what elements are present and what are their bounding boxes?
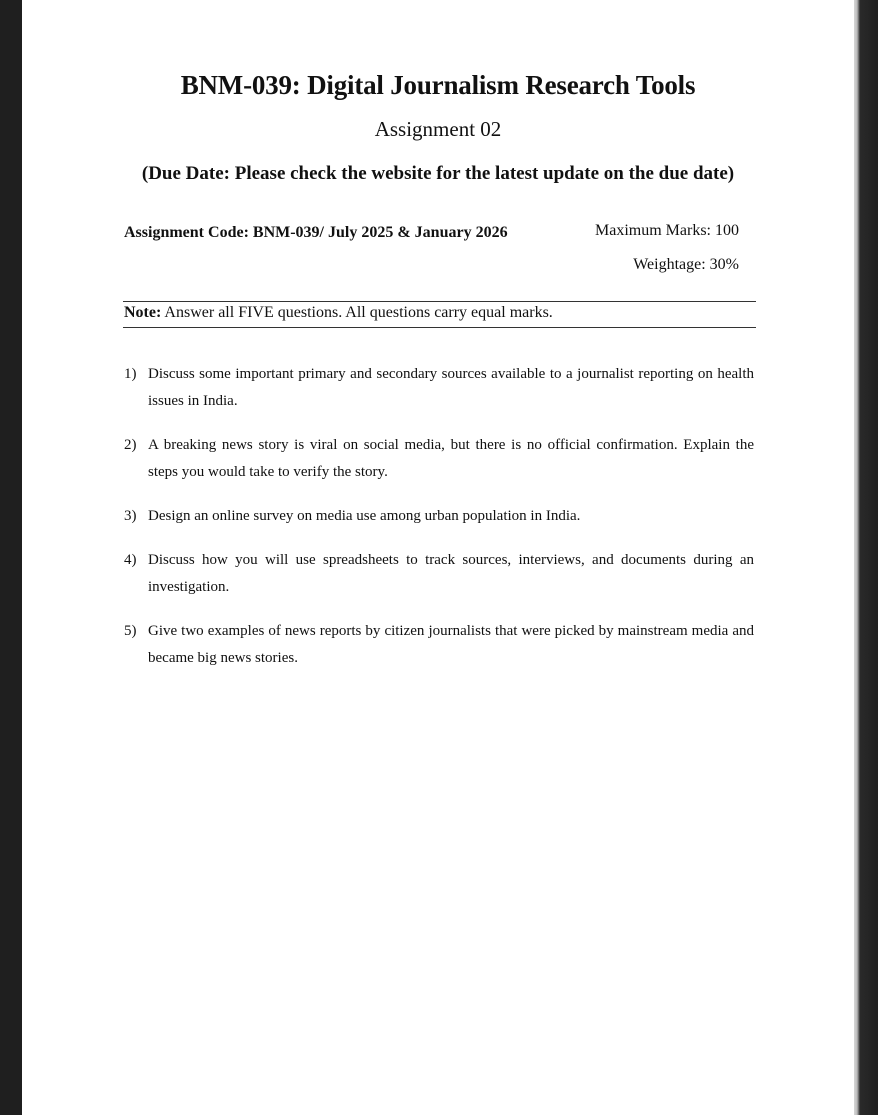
note-label: Note: [124, 304, 162, 321]
document-page [22, 0, 854, 1115]
question-text: Give two examples of news reports by citizen journalists that were picked by mainstream media and became big news stories. [148, 623, 754, 666]
question-number: 2) [124, 437, 137, 453]
question-1 [124, 361, 754, 415]
assignment-number: Assignment 02 [374, 117, 502, 141]
question-4 [124, 547, 754, 601]
question-number: 4) [124, 552, 137, 568]
question-5 [124, 618, 754, 672]
assignment-code: Assignment Code: BNM-039/ July 2025 & January 2026 [124, 224, 508, 241]
page-edge-shadow [854, 0, 878, 1115]
weightage: Weightage: 30% [633, 256, 739, 273]
question-text: Discuss how you will use spreadsheets to track sources, interviews, and documents during an investigation. [148, 552, 754, 595]
maximum-marks: Maximum Marks: 100 [595, 222, 739, 239]
question-number: 5) [124, 623, 137, 639]
note [124, 304, 553, 322]
due-date-notice: (Due Date: Please check the website for the latest update on the due date) [141, 163, 735, 184]
question-text: Discuss some important primary and secondary sources available to a journalist reporting on health issues in India. [148, 366, 754, 409]
course-title: BNM-039: Digital Journalism Research Tools [180, 70, 696, 100]
question-number: 1) [124, 366, 137, 382]
note-text: Answer all FIVE questions. All questions carry equal marks. [161, 304, 553, 321]
question-2 [124, 432, 754, 486]
note-divider-top [123, 301, 756, 302]
question-text: Design an online survey on media use among urban population in India. [148, 508, 581, 524]
question-number: 3) [124, 508, 137, 524]
question-text: A breaking news story is viral on social media, but there is no official confirmation. Explain the steps you would take to verify the story. [148, 437, 754, 480]
note-divider-bottom [123, 327, 756, 328]
question-3 [124, 503, 754, 530]
